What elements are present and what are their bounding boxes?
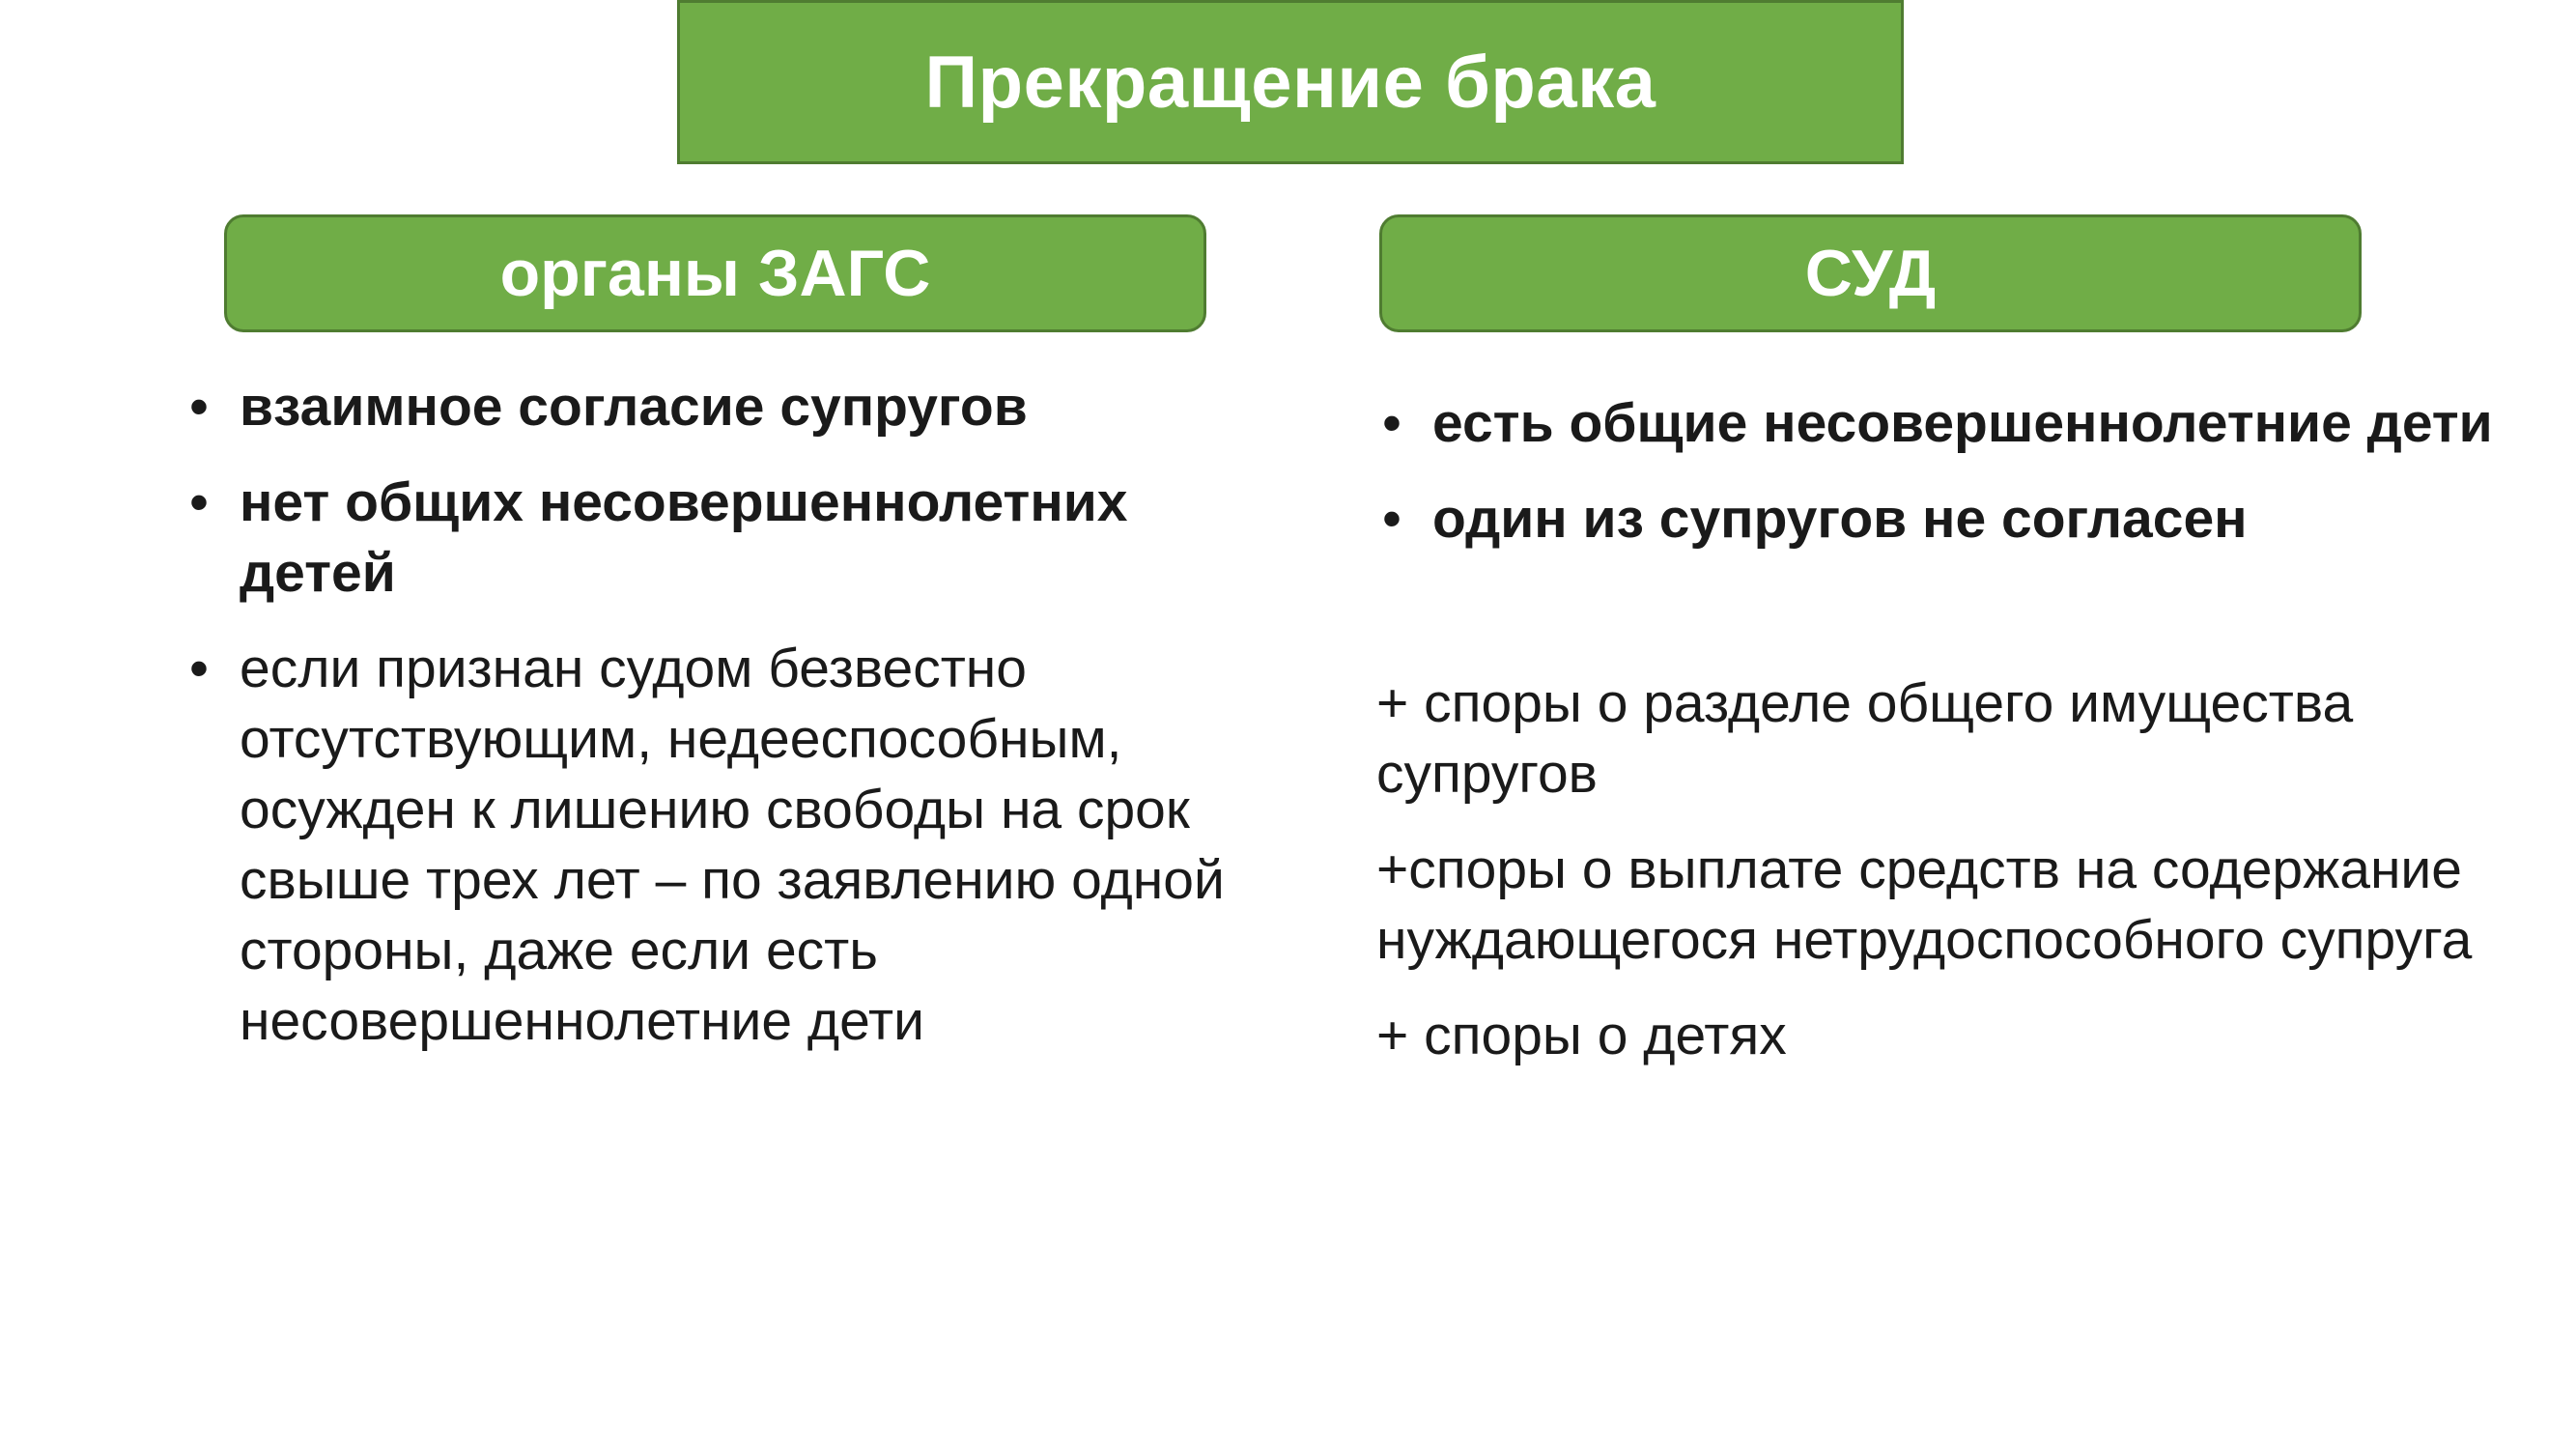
right-column-header-label: СУД xyxy=(1804,237,1937,310)
list-item xyxy=(184,468,1275,609)
list-item xyxy=(1376,484,2564,554)
bullet-icon: • xyxy=(189,471,209,533)
extra-note: +споры о выплате средств на содержание нуждающегося нетрудоспособного супруга xyxy=(1376,838,2473,971)
list-item-text: взаимное согласие супругов xyxy=(240,376,1028,438)
right-bullet-list xyxy=(1376,388,2564,554)
extra-note: + споры о детях xyxy=(1376,1005,1787,1066)
right-column-header xyxy=(1379,214,2362,332)
page-title: Прекращение брака xyxy=(924,41,1656,124)
extra-note: + споры о разделе общего имущества супругов xyxy=(1376,672,2354,805)
list-item xyxy=(184,634,1275,1057)
bullet-icon: • xyxy=(189,638,209,699)
bullet-icon: • xyxy=(1382,392,1401,454)
left-column-header xyxy=(224,214,1206,332)
title-banner xyxy=(677,0,1904,164)
bullet-icon: • xyxy=(189,376,209,438)
left-bullet-list xyxy=(184,372,1275,1057)
list-item xyxy=(184,372,1275,442)
list-item-text: если признан судом безвестно отсутствующим, недееспособным, осужден к лишению свободы на срок свыше трех лет – по заявлению одной стороны, даже если есть несовершеннолетние дети xyxy=(240,638,1225,1052)
list-item-text: один из супругов не согласен xyxy=(1432,488,2248,550)
list-item xyxy=(1376,388,2564,459)
right-extras xyxy=(1376,668,2564,1071)
left-column xyxy=(184,372,1275,1082)
list-item-text: есть общие несовершеннолетние дети xyxy=(1432,392,2493,454)
right-column xyxy=(1376,388,2564,1096)
left-column-header-label: органы ЗАГС xyxy=(499,237,931,310)
bullet-icon: • xyxy=(1382,488,1401,550)
list-item-text: нет общих несовершеннолетних детей xyxy=(240,471,1128,604)
